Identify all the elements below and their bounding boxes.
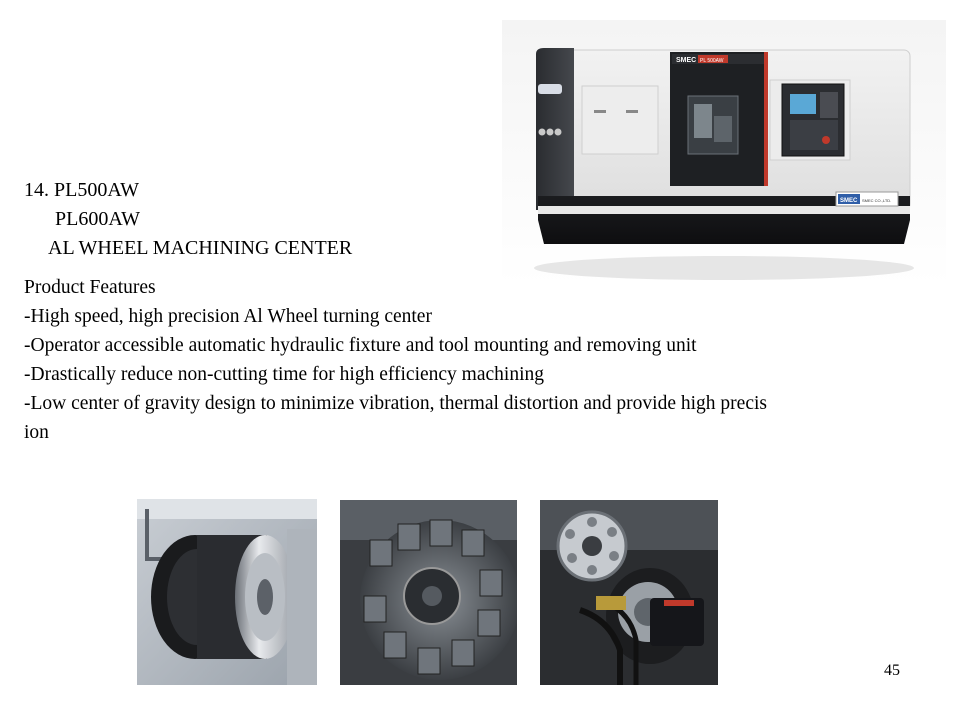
feature-item-1: -High speed, high precision Al Wheel turning center — [24, 306, 432, 327]
photo-wheel-fixture — [137, 499, 317, 685]
brand-logo-left — [538, 84, 562, 94]
spindle-image — [540, 500, 718, 685]
features-heading: Product Features — [24, 277, 156, 298]
model-badge: PL 500AW — [700, 58, 724, 64]
feature-item-5: ion — [24, 422, 49, 443]
feature-item-3: -Drastically reduce non-cutting time for high efficiency machining — [24, 364, 544, 385]
feature-item-4: -Low center of gravity design to minimize vibration, thermal distortion and provide high precis — [24, 393, 767, 414]
title-line-2: PL600AW — [55, 208, 141, 230]
photo-turret — [340, 500, 517, 685]
photo-spindle — [540, 500, 718, 685]
turret-image — [340, 500, 517, 685]
wheel-fixture-image — [137, 499, 317, 685]
brand-label: SMEC — [676, 57, 697, 64]
machine-image — [502, 20, 946, 286]
nameplate-logo: SMEC — [840, 198, 858, 204]
page-number: 45 — [884, 662, 900, 679]
title-line-3: AL WHEEL MACHINING CENTER — [48, 237, 353, 259]
lathe-machine-illustration — [502, 20, 946, 286]
title-line-1: 14. PL500AW — [24, 179, 140, 201]
nameplate-text: SMEC CO.,LTD. — [862, 198, 892, 203]
feature-item-2: -Operator accessible automatic hydraulic fixture and tool mounting and removing unit — [24, 335, 697, 356]
